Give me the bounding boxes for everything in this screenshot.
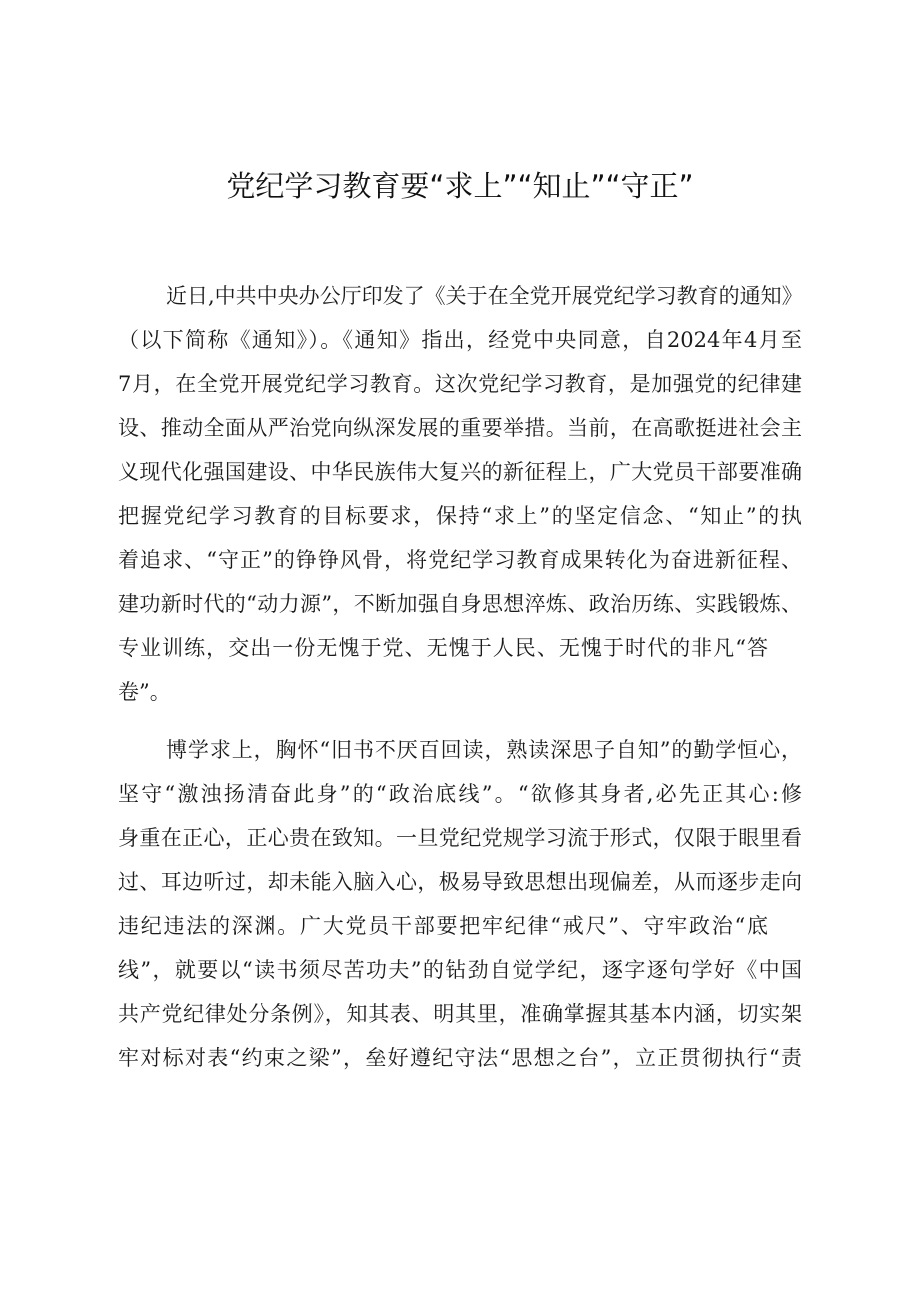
text-line: 近日,中共中央办公厅印发了《关于在全党开展党纪学习教育的通知》 (166, 284, 803, 308)
text-line: 违纪违法的深渊。广大党员干部要把牢纪律“戒尺”、守牢政治“底 (118, 914, 768, 938)
text-line: 建功新时代的“动力源”，不断加强自身思想淬炼、政治历练、实践锻炼、 (118, 592, 802, 616)
text-line: 7月，在全党开展党纪学习教育。这次党纪学习教育，是加强党的纪律建 (118, 372, 802, 396)
text-line: 着追求、“守正”的铮铮风骨，将党纪学习教育成果转化为奋进新征程、 (118, 548, 802, 572)
text-line: 身重在正心，正心贵在致知。一旦党纪党规学习流于形式，仅限于眼里看 (118, 826, 802, 850)
text-line: 博学求上，胸怀“旧书不厌百回读，熟读深思子自知”的勤学恒心， (166, 738, 802, 762)
text-line: 坚守“激浊扬清奋此身”的“政治底线”。“欲修其身者,必先正其心:修 (118, 782, 802, 806)
document-title: 党纪学习教育要“求上”“知止”“守正” (226, 169, 694, 203)
text-line: 线”，就要以“读书须尽苦功夫”的钻劲自觉学纪，逐字逐句学好《中国 (118, 958, 802, 982)
text-line: 牢对标对表“约束之梁”，垒好遵纪守法“思想之台”，立正贯彻执行“责 (118, 1046, 802, 1070)
text-line: 把握党纪学习教育的目标要求，保持“求上”的坚定信念、“知止”的执 (118, 504, 802, 528)
text-line: （以下简称《通知》）。《通知》指出，经党中央同意，自2024年4月至 (118, 328, 802, 352)
text-line: 卷”。 (118, 680, 171, 704)
text-line: 共产党纪律处分条例》，知其表、明其里，准确掌握其基本内涵，切实架 (118, 1002, 802, 1026)
text-line: 过、耳边听过，却未能入脑入心，极易导致思想出现偏差，从而逐步走向 (118, 870, 802, 894)
text-line: 设、推动全面从严治党向纵深发展的重要举措。当前，在高歌挺进社会主 (118, 416, 802, 440)
text-line: 义现代化强国建设、中华民族伟大复兴的新征程上，广大党员干部要准确 (118, 460, 802, 484)
text-line: 专业训练，交出一份无愧于党、无愧于人民、无愧于时代的非凡“答 (118, 636, 768, 660)
